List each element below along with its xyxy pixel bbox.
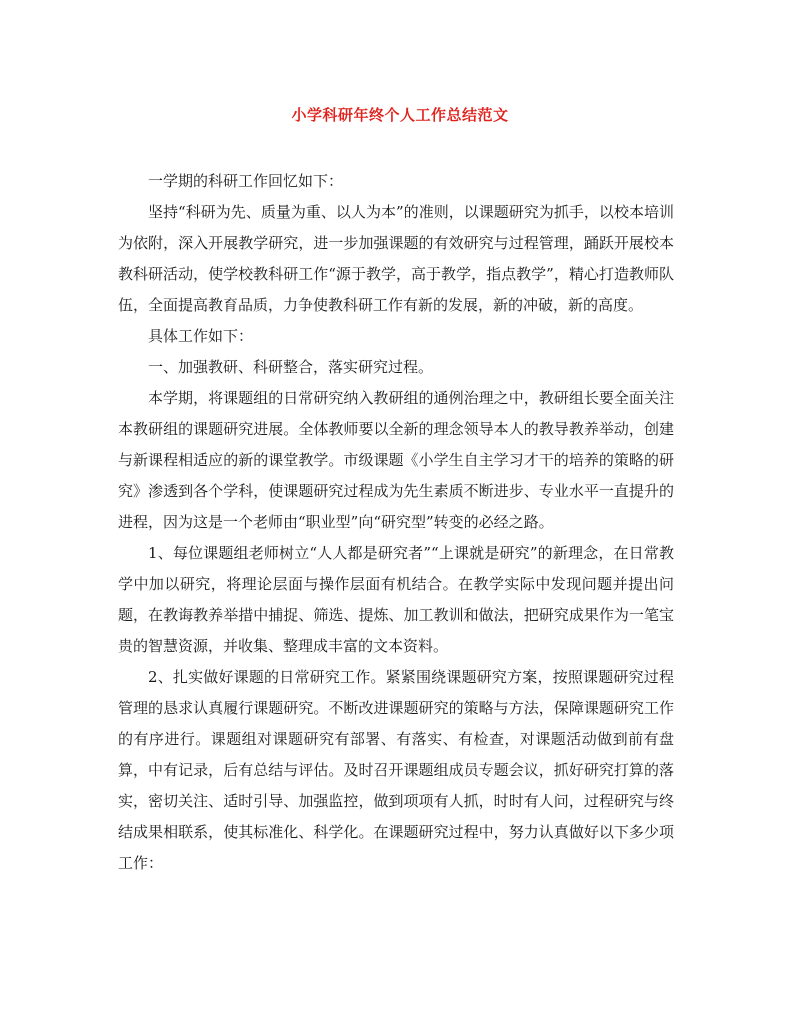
- document-body: [118, 166, 674, 879]
- section-heading-1: 一、加强教研、科研整合，落实研究过程。: [148, 358, 434, 376]
- paragraph-semester: 本学期，将课题组的日常研究纳入教研组的通例治理之中，教研组长要全面关注本教研组的课题研究进展。全体教师要以全新的理念领导本人的教导教养举动，创建与新课程相适应的新的课堂教学。市级课题《小学生自主学习才干的培养的策略的研究》渗透到各个学科，使课题研究过程成为先生素质不断进步、专业水平一直提升的进程，因为这是一个老师由“职业型”向“研究型”转变的必经之路。: [118, 389, 674, 531]
- list-item-1: 1、每位课题组老师树立“人人都是研究者”“上课就是研究”的新理念，在日常教学中加以研究，将理论层面与操作层面有机结合。在教学实际中发现问题并提出问题，在教诲教养举措中捕捉、筛选、提炼、加工教训和做法，把研究成果作为一笔宝贵的智慧资源，并收集、整理成丰富的文本资料。: [118, 544, 674, 655]
- paragraph-intro: 一学期的科研工作回忆如下：: [148, 172, 344, 190]
- document-title: 小学科研年终个人工作总结范文: [291, 106, 509, 124]
- list-item-2: 2、扎实做好课题的日常研究工作。紧紧围绕课题研究方案，按照课题研究过程管理的恳求认真履行课题研究。不断改进课题研究的策略与方法，保障课题研究工作的有序进行。课题组对课题研究有部署、有落实、有检查，对课题活动做到前有盘算，中有记录，后有总结与评估。及时召开课题组成员专题会议，抓好研究打算的落实，密切关注、适时引导、加强监控，做到项项有人抓，时时有人问，过程研究与终结成果相联系，使其标准化、科学化。在课题研究过程中，努力认真做好以下多少项工作：: [118, 668, 674, 872]
- paragraph-work-heading: 具体工作如下：: [148, 327, 254, 345]
- paragraph-principles: 坚持“科研为先、质量为重、以人为本”的准则，以课题研究为抓手，以校本培训为依附，深入开展教学研究，进一步加强课题的有效研究与过程管理，踊跃开展校本教科研活动，使学校教科研工作“源于教学，高于教学，指点教学”，精心打造教师队伍，全面提高教育品质，力争使教科研工作有新的发展，新的冲破，新的高度。: [118, 203, 674, 314]
